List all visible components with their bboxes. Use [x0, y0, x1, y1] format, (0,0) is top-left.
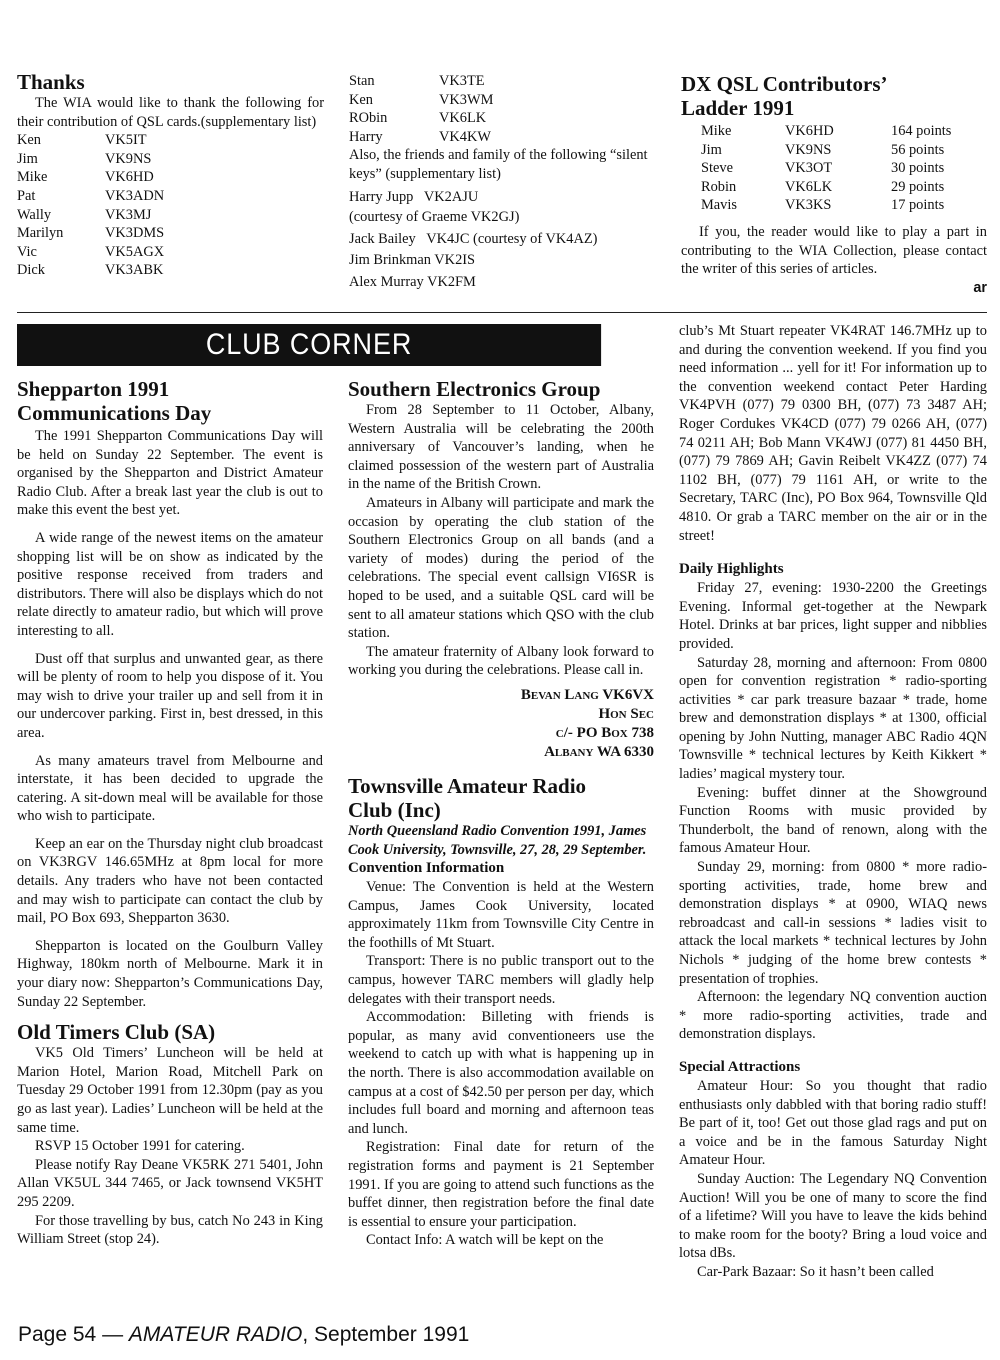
- ladder-heading-line2: Ladder 1991: [681, 96, 795, 120]
- footer-magazine: AMATEUR RADIO: [128, 1323, 303, 1346]
- list-cell-call: VK6HD: [105, 169, 154, 186]
- southern-p3: The amateur fraternity of Albany look forward to working you during the celebrations. Please call in.: [348, 643, 654, 679]
- list-row: [701, 141, 981, 160]
- list-cell-name: Wally: [17, 206, 52, 223]
- list-row: [17, 187, 324, 206]
- list-cell-call: VK6LK: [439, 110, 487, 127]
- list-row: [349, 109, 549, 128]
- end-mark: ar: [973, 279, 987, 296]
- list-cell-call: VK3OT: [785, 160, 833, 177]
- list-cell-name: Ken: [17, 132, 41, 149]
- list-row: [17, 243, 324, 262]
- list-cell-call: VK6HD: [785, 123, 834, 139]
- old-timers-p3: Please notify Ray Deane VK5RK 271 5401, John Allan VK5UL 344 7465, or Jack townsend VK5HT 295 2209.: [17, 1156, 323, 1210]
- highlight-friday: Friday 27, evening: 1930-2200 the Greetings Evening. Informal get-together at the Newpark Hotel. Drinks at bar prices, light supper and nibblies provided.: [679, 580, 987, 652]
- list-row: [17, 224, 324, 243]
- list-cell-call: VK5IT: [105, 132, 147, 149]
- footer-issue: , September 1991: [302, 1323, 470, 1346]
- highlight-afternoon: Afternoon: the legendary NQ convention auction * more radio-sporting activities, trade and demonstration displays.: [679, 989, 987, 1043]
- ladder-closing: If you, the reader would like to play a part in contributing to the WIA Collection, please contact the writer of this series of articles.: [681, 223, 987, 278]
- convention-info-heading: Convention Information: [348, 860, 505, 877]
- shepparton-p2: A wide range of the newest items on the amateur shopping list will be on show as indicated by the positive response received from traders and distributors. There will also be displays which do not relate directly to amateur radio, but which will prove interesting to all.: [17, 529, 323, 639]
- old-timers-p2: RSVP 15 October 1991 for catering.: [35, 1138, 245, 1155]
- thanks-continued: [349, 72, 658, 292]
- ladder-heading-line1: DX QSL Contributors’: [681, 72, 888, 96]
- list-cell-name: Dick: [17, 262, 45, 279]
- silent-key-1: Harry Jupp VK2AJU: [349, 188, 479, 205]
- southern-p2: Amateurs in Albany will participate and mark the occasion by operating the club station of the Southern Electronics Group on all bands (and a variety of modes) during the period of the celebrations. The special event callsign VI6SR is hoped to be used, and a suitable QSL card will be sent to all amateur stations which QSO with the club station.: [348, 494, 654, 642]
- list-cell-call: VK3TE: [439, 73, 485, 89]
- townsville-accommodation: Accommodation: Billeting with friends is popular, as many avid conventioneers use the weekend to catch up with what is happening up in the north. There is also accommodation available on campus at a cost of $42.50 per person per day, which includes full board and morning and afternoon teas and lunch.: [348, 1009, 654, 1137]
- shepparton-heading-line1: Shepparton 1991: [17, 377, 170, 401]
- list-cell-name: Stan: [349, 73, 375, 89]
- middle-column: [348, 377, 654, 1250]
- list-cell-call: VK3DMS: [105, 225, 165, 242]
- highlight-evening: Evening: buffet dinner at the Showground Function Rooms with music provided by Thunderbolt, the band of renown, along with the famous Amateur Hour.: [679, 784, 987, 857]
- thanks-heading: Thanks: [17, 70, 85, 94]
- list-cell-name: Jim: [701, 141, 722, 158]
- thanks-intro: The WIA would like to thank the following for their contribution of QSL cards.(supplementary list): [17, 95, 324, 130]
- list-cell-call: VK5AGX: [105, 243, 165, 260]
- thanks-section: [17, 70, 324, 280]
- club-corner-banner: CLUB CORNER: [17, 324, 601, 366]
- list-cell-name: Jim: [17, 150, 38, 167]
- shepparton-column: [17, 377, 323, 1249]
- ladder-table: [701, 122, 981, 215]
- list-cell-points: 17 points: [891, 197, 945, 214]
- thanks-list: [17, 131, 324, 280]
- list-cell-name: Mike: [17, 169, 48, 186]
- attraction-bazaar: Car-Park Bazaar: So it hasn’t been called: [697, 1263, 934, 1280]
- list-cell-points: 29 points: [891, 178, 945, 195]
- list-row: [701, 159, 981, 178]
- old-timers-heading: Old Timers Club (SA): [17, 1020, 216, 1045]
- signature-name: Bevan Lang VK6VX: [520, 686, 654, 703]
- list-cell-call: VK9NS: [105, 150, 152, 167]
- attraction-amateur-hour: Amateur Hour: So you thought that radio enthusiasts only dabbled with that boring radio stuff! Be part of it, too! Get out those glad rags and put on a voice and be in the famous Saturday Night Amateur Hour.: [679, 1077, 987, 1169]
- signature-address: c/- PO Box 738: [555, 724, 654, 741]
- list-row: [17, 131, 324, 150]
- attraction-auction: Sunday Auction: The Legendary NQ Convention Auction! Will you be one of many to score the find of a lifetime? Will you have to leave the kids behind to make room for the booty? Bring a loud voice and lotsa dBs.: [679, 1170, 987, 1262]
- list-row: [349, 128, 549, 147]
- daily-highlights-heading: Daily Highlights: [679, 561, 784, 578]
- shepparton-p1: The 1991 Shepparton Communications Day will be held on Sunday 22 September. The event is organised by the Shepparton and District Amateur Radio Club. After a break last year the club is out to make this event the best yet.: [17, 428, 323, 519]
- list-cell-name: Mavis: [701, 197, 737, 214]
- list-cell-name: Marilyn: [17, 225, 64, 242]
- list-cell-call: VK3WM: [439, 91, 494, 108]
- townsville-heading-line1: Townsville Amateur Radio: [348, 773, 587, 798]
- list-cell-call: VK3ADN: [105, 187, 165, 204]
- list-cell-name: Mike: [701, 123, 732, 139]
- townsville-transport: Transport: There is no public transport out to the campus, however TARC members will gladly help delegates with their transport needs.: [348, 953, 654, 1007]
- list-cell-points: 56 points: [891, 141, 945, 158]
- list-row: [701, 178, 981, 197]
- silent-key-1-courtesy: (courtesy of Graeme VK2GJ): [349, 209, 520, 226]
- thanks-list-continued: [349, 72, 549, 146]
- southern-signature: [348, 686, 654, 762]
- shepparton-p4: As many amateurs travel from Melbourne and interstate, it has been decided to upgrade the catering. A sit-down meal will be available for those who wish to participate.: [17, 752, 323, 825]
- shepparton-p6: Shepparton is located on the Goulburn Valley Highway, 180km north of Melbourne. Mark it in your diary now: Shepparton’s Communications Day, Sunday 22 September.: [17, 937, 323, 1010]
- list-cell-call: VK6LK: [785, 178, 833, 195]
- list-cell-name: Harry: [349, 128, 383, 145]
- townsville-registration: Registration: Final date for return of the registration forms and payment is 21 September 1991. If you are going to attend such functions as the buffet dinner, then registration before the final date is essential to ensure your participation.: [348, 1139, 654, 1230]
- list-cell-name: Steve: [701, 160, 733, 177]
- townsville-heading-line2: Club (Inc): [348, 797, 441, 822]
- townsville-venue: Venue: The Convention is held at the Western Campus, James Cook University, located approximately 11km from Townsville City Centre in the foothills of Mt Stuart.: [348, 879, 654, 951]
- list-cell-name: Pat: [17, 187, 36, 204]
- list-cell-points: 30 points: [891, 160, 945, 177]
- highlight-sunday: Sunday 29, morning: from 0800 * more radio-sporting activities, trade, home brew and demonstration displays * at 0900, WIAQ news rebroadcast and call-in sessions * ladies visit to attack the local markets * technical lectures by John Nichols * judging of the home brew contests * presentation of trophies.: [679, 859, 987, 987]
- list-row: [349, 72, 549, 91]
- section-divider: [17, 312, 987, 313]
- signature-title: Hon Sec: [598, 705, 654, 722]
- list-row: [17, 168, 324, 187]
- old-timers-p4: For those travelling by bus, catch No 243 in King William Street (stop 24).: [17, 1212, 323, 1248]
- southern-heading: Southern Electronics Group: [348, 377, 601, 401]
- silent-key-4: Alex Murray VK2FM: [349, 273, 476, 290]
- townsville-subtitle: North Queensland Radio Convention 1991, James Cook University, Townsville, 27, 28, 29 September.: [348, 822, 647, 858]
- right-column: [679, 322, 987, 1282]
- list-cell-name: Ken: [349, 91, 373, 108]
- list-cell-call: VK3KS: [785, 197, 832, 214]
- list-cell-call: VK3ABK: [105, 262, 164, 279]
- list-row: [17, 206, 324, 225]
- list-cell-points: 164 points: [891, 123, 952, 139]
- list-cell-call: VK4KW: [439, 128, 491, 145]
- silent-keys-intro: Also, the friends and family of the following “silent keys” (supplementary list): [349, 147, 648, 182]
- list-cell-name: Robin: [701, 178, 737, 195]
- special-attractions-heading: Special Attractions: [679, 1058, 801, 1075]
- list-row: [701, 122, 981, 141]
- silent-key-3: Jim Brinkman VK2IS: [349, 252, 476, 269]
- list-row: [17, 150, 324, 169]
- list-row: [701, 196, 981, 215]
- southern-p1: From 28 September to 11 October, Albany, Western Australia will be celebrating the 200th anniversary of Vancouver’s landing, when he claimed possession of the western part of Australia in the name of the British Crown.: [348, 402, 654, 493]
- townsville-contact-continued: club’s Mt Stuart repeater VK4RAT 146.7MHz up to and during the convention weekend. If you find you need information ... yell for it! For information up to the convention weekend contact Peter Harding VK4PVH (077) 79 0300 BH, (077) 73 3487 AH; Roger Cordukes VK4CD (077) 79 0266 AH, (077) 74 0211 AH; Bob Mann VK4WJ (077) 81 4450 BH, (077) 79 7869 AH; Gavin Reibelt VK4ZZ (077) 74 1102 BH, (077) 79 1161 AH, or write to the Secretary, TARC (Inc), PO Box 964, Townsville Qld 4810. Or grab a TARC member on the air or in the street!: [679, 323, 987, 544]
- footer-page: Page 54 —: [18, 1323, 129, 1346]
- list-row: [17, 261, 324, 280]
- old-timers-p1: VK5 Old Timers’ Luncheon will be held at Marion Hotel, Marion Road, Mitchell Park on Tuesday 29 October 1991 from 12.30pm (pay as you go as last year). Ladies’ Luncheon will be held at the same time.: [17, 1045, 323, 1136]
- page-footer: [18, 1322, 469, 1348]
- list-cell-call: VK9NS: [785, 141, 832, 158]
- list-cell-name: Vic: [17, 243, 37, 260]
- list-cell-call: VK3MJ: [105, 206, 152, 223]
- list-cell-name: RObin: [349, 110, 388, 127]
- signature-city: Albany WA 6330: [544, 743, 654, 760]
- list-row: [349, 91, 549, 110]
- shepparton-p3: Dust off that surplus and unwanted gear, as there will be plenty of room to help you dispose of it. You may wish to drive your trailer up and sell from it in our undercover parking. First in, best dressed, in this area.: [17, 650, 323, 741]
- shepparton-heading-line2: Communications Day: [17, 401, 212, 425]
- ladder-section: [681, 72, 987, 297]
- silent-key-2: Jack Bailey VK4JC (courtesy of VK4AZ): [349, 230, 598, 247]
- townsville-contact-start: Contact Info: A watch will be kept on the: [366, 1232, 604, 1249]
- highlight-saturday: Saturday 28, morning and afternoon: From 0800 open for convention registration * radio-sporting activities * car park treasure bazaar * trade, home brew and demonstration displays * at 1300, official opening by John Nutting, manager ABC Radio 4QN Townsville * technical lectures by Keith Kikkert * ladies’ magical mystery tour.: [679, 654, 987, 783]
- shepparton-p5: Keep an ear on the Thursday night club broadcast on VK3RGV 146.65MHz at 8pm local for more details. Any traders who have not been contacted and may wish to participate can contact the club by mail, PO Box 693, Shepparton 3630.: [17, 835, 323, 927]
